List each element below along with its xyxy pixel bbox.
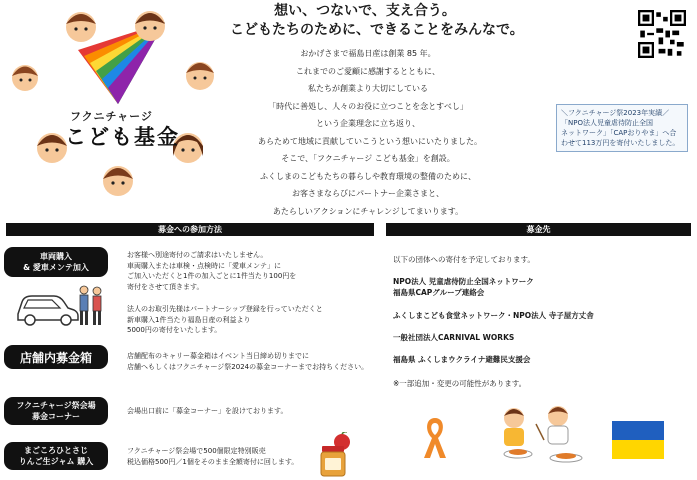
logo-main-text: こども基金 <box>65 125 180 149</box>
recipient-item <box>393 332 514 343</box>
recipients-intro: 以下の団体への寄付を予定しております。 <box>393 255 535 264</box>
rainbow-children-illustration <box>0 0 215 205</box>
participation-section-title: 募金への参加方法 <box>6 223 374 236</box>
method-label-donation-box <box>4 345 108 369</box>
method-label-line: りんご生ジャム 購入 <box>18 457 94 466</box>
method-label-line: フクニチャージ祭会場 <box>16 401 96 410</box>
method-label-line: 車両購入 <box>40 252 72 261</box>
message-line: あらためて地域に貢献していこうという想いにいたりました。 <box>258 136 482 146</box>
ukraine-flag-icon <box>612 421 664 459</box>
qr-code-icon[interactable] <box>638 10 686 58</box>
apple-jam-jar-icon <box>318 432 352 478</box>
recipients-note: ※一部追加・変更の可能性があります。 <box>393 379 527 388</box>
recipient-item <box>393 276 534 298</box>
message-line: ふくしまのこどもたちの暮らしや教育環境の整備のために、 <box>260 171 476 181</box>
headline-line-2: こどもたちのために、できることをみんなで。 <box>230 22 524 38</box>
method-label-apple-jam <box>4 442 108 470</box>
method-text-line: 店舗へもしくはフクニチャージ祭2024の募金コーナーまでお持ちください。 <box>127 362 369 371</box>
message-line: あたらしいアクションにチャレンジしてまいります。 <box>272 206 464 216</box>
method-label-line: 募金コーナー <box>32 412 80 421</box>
notice-line: 「NPO法人児童虐待防止全国 <box>561 119 653 127</box>
method-label-festival-corner <box>4 397 108 425</box>
method-label-line: 店舗内募金箱 <box>19 350 92 365</box>
method-label-line: まごころひとさじ <box>24 446 88 455</box>
orange-ribbon-icon <box>420 414 450 462</box>
method-vehicle-text <box>127 250 296 292</box>
message-line: という企業理念に立ち返り、 <box>316 119 420 128</box>
message-line: おかげさまで福島日産は創業 85 年。 <box>300 49 436 58</box>
headline-line-1: 想い、つないで、支え合う。 <box>274 3 456 19</box>
method-label-line: & 愛車メンテ加入 <box>23 263 89 272</box>
method-text-line: ご加入いただくと1件の加入ごとに1件当たり100円を <box>127 272 297 280</box>
method-text-line: 法人のお取引先様はパートナーシップ登録を行っていただくと <box>127 305 323 313</box>
recipient-line: 福島県 ふくしまウクライナ避難民支援会 <box>393 355 531 364</box>
notice-line: ネットワーク」「CAPおりやま」へ合 <box>561 129 677 137</box>
method-text-line: 会場出口前に「募金コーナー」を設けております。 <box>127 407 288 415</box>
method-text-line: 5000円の寄付をいたします。 <box>127 326 222 334</box>
method-text-line: フクニチャージ祭会場で500個限定特別販売 <box>127 447 266 455</box>
method-text-line: 寄付をさせて頂きます。 <box>127 282 204 291</box>
recipient-line: 一般社団法人CARNIVAL WORKS <box>393 333 515 342</box>
message-line: お客さまならびにパートナー企業さまと、 <box>292 189 444 198</box>
message-line: 私たちが創業より大切にしている <box>308 84 428 93</box>
method-text-line: 車両購入または車検・点検時に「愛車メンテ」に <box>127 261 281 270</box>
headline <box>230 2 524 40</box>
achievement-notice <box>556 104 688 152</box>
recipients-section-title: 募金先 <box>386 223 691 236</box>
method-partner-text <box>127 304 323 336</box>
message-line: 「時代に善処し、人々のお役に立つことを念とすべし」 <box>268 101 468 111</box>
method-text-line: 税込価格500円／1個をそのまま全額寄付に回します。 <box>127 457 299 466</box>
notice-line: わせて113万円を寄付いたしました。 <box>561 139 680 147</box>
recipient-line: 福島県CAPグループ連絡会 <box>393 288 485 297</box>
car-and-people-illustration <box>14 282 106 330</box>
message-line: そこで、「フクニチャージ こども基金」を創設。 <box>281 154 455 163</box>
method-donation-box-text <box>127 351 368 372</box>
message-line: これまでのご愛顧に感謝するとともに、 <box>296 66 440 76</box>
method-text-line: 新車購入1件当たり福島日産の利益より <box>127 315 251 324</box>
logo-kana-text: フクニチャージ <box>70 110 153 123</box>
method-text-line: 店舗配布のキャリー募金箱はイベント当日締め切りまでに <box>127 352 309 360</box>
method-label-vehicle <box>4 247 108 277</box>
recipient-line: ふくしまこども食堂ネットワーク・NPO法人 寺子屋方丈舎 <box>393 311 594 320</box>
founder-message <box>258 45 482 220</box>
method-text-line: お客様へ別途寄付のご請求はいたしません。 <box>127 251 268 259</box>
notice-line: ＼フクニチャージ祭2023年実績／ <box>561 109 670 117</box>
recipient-item <box>393 310 594 321</box>
method-apple-jam-text <box>127 446 298 467</box>
recipient-item <box>393 354 530 365</box>
method-festival-corner-text <box>127 406 287 417</box>
recipient-line: NPO法人 児童虐待防止全国ネットワーク <box>393 277 534 286</box>
child-face-icon <box>66 12 96 42</box>
fund-logo <box>0 0 215 205</box>
children-eating-illustration <box>492 404 592 466</box>
